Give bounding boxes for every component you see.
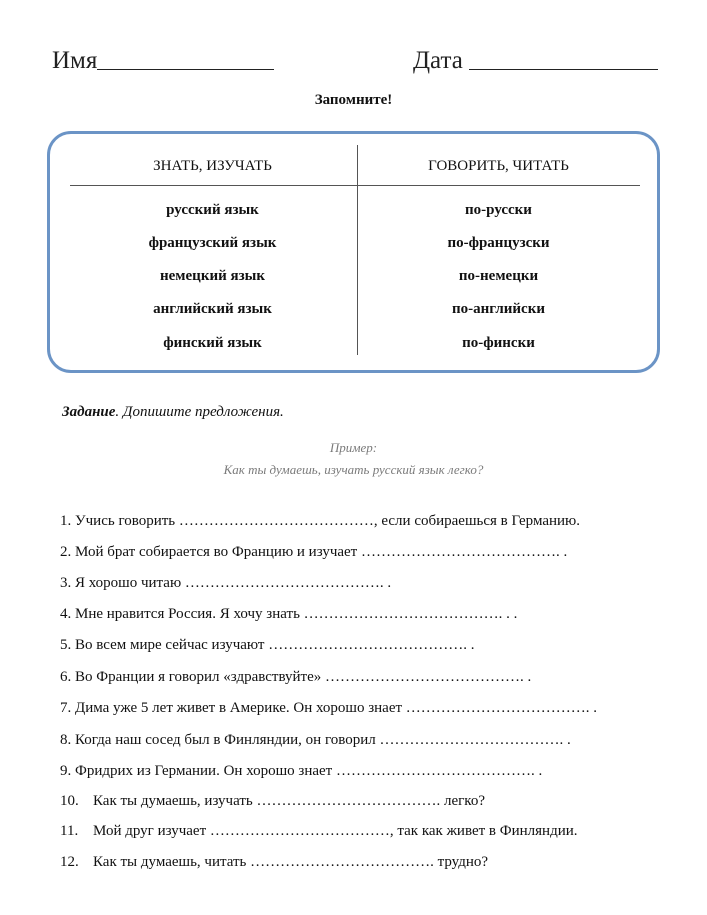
table-cell-left: русский язык (166, 202, 259, 218)
table-cell-left: французский язык (148, 235, 277, 251)
table-cell-right: по-французски (447, 235, 550, 251)
sentence-item (60, 699, 597, 717)
sentence-text: Мой брат собирается во Францию и изучает …………………………………. . (75, 544, 568, 560)
right-column-header: ГОВОРИТЬ, ЧИТАТЬ (428, 158, 569, 174)
header-divider (70, 185, 640, 186)
sentence-item (60, 853, 488, 871)
sentence-item (60, 512, 580, 530)
example-text: Как ты думаешь, изучать русский язык легко? (223, 462, 484, 477)
sentence-item (60, 668, 531, 686)
table-cell-left: финский язык (163, 335, 262, 351)
sentence-number: 12. (60, 854, 79, 870)
sentence-number: 5. (60, 637, 72, 653)
sentence-text: Во всем мире сейчас изучают …………………………………. . (75, 637, 475, 653)
name-label: Имя (52, 47, 98, 74)
sentence-number: 9. (60, 763, 72, 779)
sentence-text: Как ты думаешь, читать ………………………………. трудно? (93, 854, 489, 870)
table-cell-right: по-фински (462, 335, 535, 351)
sentence-item (60, 605, 517, 623)
sentence-text: Когда наш сосед был в Финляндии, он говорил ………………………………. . (75, 732, 571, 748)
sentence-number: 1. (60, 513, 72, 529)
sentence-text: Мой друг изучает ………………………………, так как живет в Финляндии. (93, 823, 578, 839)
left-column-header: ЗНАТЬ, ИЗУЧАТЬ (153, 158, 272, 174)
sentence-number: 10. (60, 793, 79, 809)
sentence-text: Я хорошо читаю …………………………………. . (75, 575, 392, 591)
date-label: Дата (413, 47, 463, 74)
table-cell-right: по-немецки (458, 268, 539, 284)
sentence-number: 2. (60, 544, 72, 560)
sentence-text: Фридрих из Германии. Он хорошо знает …………………………………. . (75, 763, 543, 779)
task-label: Задание (62, 404, 116, 420)
sentence-text: Учись говорить …………………………………, если собираешься в Германию. (75, 513, 581, 529)
name-blank-line (97, 69, 274, 70)
example-label: Пример: (329, 440, 378, 455)
sentence-text: Как ты думаешь, изучать ………………………………. легко? (93, 793, 485, 809)
task-text: . Допишите предложения. (115, 404, 284, 420)
sentence-item (60, 543, 567, 561)
sentence-item (60, 762, 542, 780)
sentence-text: Дима уже 5 лет живет в Америке. Он хорошо знает ………………………………. . (75, 700, 598, 716)
sentence-item (60, 574, 391, 592)
table-cell-left: английский язык (153, 301, 272, 317)
sentence-item (60, 822, 578, 840)
table-cell-left: немецкий язык (160, 268, 265, 284)
sentence-item (60, 792, 485, 810)
sentence-number: 8. (60, 732, 72, 748)
sentence-item (60, 636, 474, 654)
sentence-number: 11. (60, 823, 79, 839)
task-instruction (62, 404, 284, 421)
sentence-text: Во Франции я говорил «здравствуйте» …………………………………. . (75, 669, 532, 685)
page-title: Запомните! (314, 92, 393, 108)
date-blank-line (469, 69, 658, 70)
table-cell-right: по-английски (452, 301, 545, 317)
table-cell-right: по-русски (465, 202, 532, 218)
sentence-item (60, 731, 571, 749)
sentence-text: Мне нравится Россия. Я хочу знать …………………………………. . . (75, 606, 518, 622)
sentence-number: 7. (60, 700, 72, 716)
sentence-number: 6. (60, 669, 72, 685)
sentence-number: 3. (60, 575, 72, 591)
sentence-number: 4. (60, 606, 72, 622)
